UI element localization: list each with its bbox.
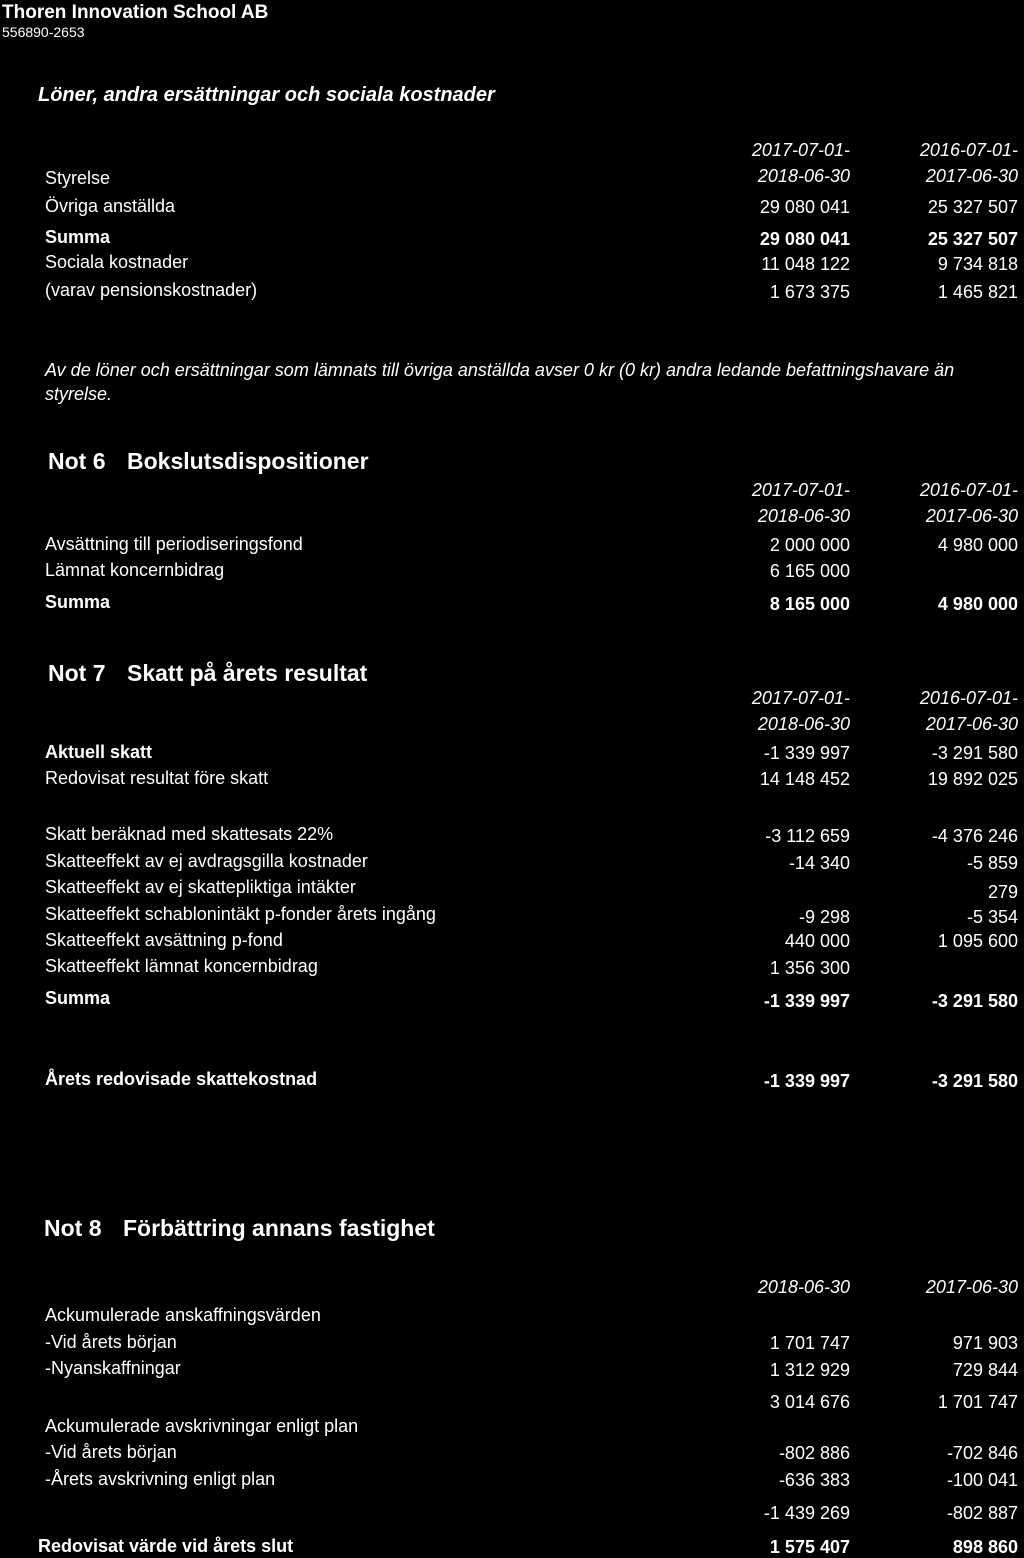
row-label: Aktuell skatt [45,742,153,762]
row-value-current: 29 080 041 [759,197,850,217]
org-number: 556890-2653 [2,24,85,40]
row-value-current: 440 000 [784,931,850,951]
row-value-prior: 971 903 [952,1333,1018,1353]
period-prior-start: 2016-07-01- [919,480,1018,500]
note6-number: Not 6 [48,448,106,474]
salaries-note: Av de löner och ersättningar som lämnats till övriga anställda avser 0 kr (0 kr) andra ledande befattningshavare än styrelse. [45,360,955,404]
row-value-current: 1 356 300 [769,958,850,978]
row-label: Ackumulerade avskrivningar enligt plan [45,1416,359,1436]
note7-number: Not 7 [48,660,106,686]
row-value-prior: -5 354 [966,907,1018,927]
row-value-current: 2 000 000 [769,535,850,555]
row-value-prior: -4 376 246 [931,826,1018,846]
row-value-prior: 4 980 000 [937,535,1018,555]
period-current-end: 2018-06-30 [757,166,850,186]
row-value-prior: -5 859 [966,853,1018,873]
row-value-current: 1 673 375 [769,282,850,302]
sum-value-current: 29 080 041 [759,229,850,249]
period-prior: 2017-06-30 [925,1277,1018,1297]
row-value-prior: 19 892 025 [927,769,1018,789]
book-value-prior: 898 860 [952,1537,1018,1557]
sum-value-current: 8 165 000 [769,594,850,614]
tax-expense-current: -1 339 997 [763,1071,850,1091]
row-label: Skatteeffekt av ej skattepliktiga intäkter [45,877,356,897]
row-value-current: -636 383 [778,1470,850,1490]
row-label: Övriga anställda [45,196,176,216]
note6-title: Bokslutsdispositioner [127,448,369,474]
period-prior-end: 2017-06-30 [925,166,1018,186]
row-value-prior: 25 327 507 [927,197,1018,217]
row-value-current: -802 886 [778,1443,850,1463]
row-value-prior: 1 465 821 [937,282,1018,302]
note7-title: Skatt på årets resultat [127,660,368,686]
row-label: -Vid årets början [45,1332,177,1352]
row-label: Styrelse [45,168,111,188]
row-value-current: 11 048 122 [761,254,850,274]
row-value-current: -3 112 659 [765,826,850,846]
row-value-prior: -702 846 [946,1443,1018,1463]
row-label: Lämnat koncernbidrag [45,560,225,580]
row-label: Skatteeffekt av ej avdragsgilla kostnader [45,851,368,871]
period-current-start: 2017-07-01- [751,480,850,500]
sum-value-prior: 25 327 507 [927,229,1018,249]
tax-expense-prior: -3 291 580 [931,1071,1018,1091]
row-label: Skatteeffekt avsättning p-fond [45,930,283,950]
row-value-current: 1 312 929 [769,1360,850,1380]
row-label: Sociala kostnader [45,252,189,272]
period-current-start: 2017-07-01- [751,688,850,708]
row-label: -Vid årets början [45,1442,177,1462]
row-value-prior: 729 844 [952,1360,1018,1380]
book-value-current: 1 575 407 [769,1537,850,1557]
subtotal-prior: 1 701 747 [937,1392,1018,1412]
row-label: -Årets avskrivning enligt plan [45,1469,276,1489]
row-value-current: 1 701 747 [769,1333,850,1353]
row-value-current: 6 165 000 [769,561,850,581]
row-label: Skatt beräknad med skattesats 22% [45,824,334,844]
sum-value-prior: -3 291 580 [931,991,1018,1011]
sum-label: Summa [45,592,111,612]
row-label: (varav pensionskostnader) [45,280,258,300]
tax-expense-label: Årets redovisade skattekostnad [45,1069,318,1089]
salaries-heading: Löner, andra ersättningar och sociala kostnader [38,84,495,106]
row-value-prior: 1 095 600 [937,931,1018,951]
period-prior-start: 2016-07-01- [919,688,1018,708]
row-value-current: -9 298 [798,907,850,927]
period-prior-start: 2016-07-01- [919,140,1018,160]
period-current-start: 2017-07-01- [751,140,850,160]
row-value-current: 14 148 452 [759,769,850,789]
period-current-end: 2018-06-30 [757,714,850,734]
period-prior-end: 2017-06-30 [925,714,1018,734]
sum-label: Summa [45,227,111,247]
period-prior-end: 2017-06-30 [925,506,1018,526]
row-value-current: -1 339 997 [763,743,850,763]
row-label: Skatteeffekt lämnat koncernbidrag [45,956,318,976]
row-label: Ackumulerade anskaffningsvärden [45,1305,321,1325]
row-value-prior: -3 291 580 [931,743,1018,763]
note8-number: Not 8 [44,1215,102,1241]
company-name: Thoren Innovation School AB [2,2,269,23]
period-current-end: 2018-06-30 [757,506,850,526]
book-value-label: Redovisat värde vid årets slut [38,1536,294,1556]
row-label: Redovisat resultat före skatt [45,768,269,788]
sum-value-prior: 4 980 000 [937,594,1018,614]
subtotal-prior: -802 887 [946,1503,1018,1523]
sum-label: Summa [45,988,111,1008]
row-label: Skatteeffekt schablonintäkt p-fonder årets ingång [45,904,436,924]
row-value-current: -14 340 [788,853,850,873]
subtotal-current: 3 014 676 [769,1392,850,1412]
row-value-prior: -100 041 [946,1470,1018,1490]
subtotal-current: -1 439 269 [763,1503,850,1523]
row-value-prior: 9 734 818 [937,254,1018,274]
row-label: Avsättning till periodiseringsfond [45,534,303,554]
row-label: -Nyanskaffningar [45,1358,181,1378]
period-current: 2018-06-30 [757,1277,850,1297]
note8-title: Förbättring annans fastighet [123,1215,435,1241]
sum-value-current: -1 339 997 [763,991,850,1011]
row-value-prior: 279 [987,882,1018,902]
